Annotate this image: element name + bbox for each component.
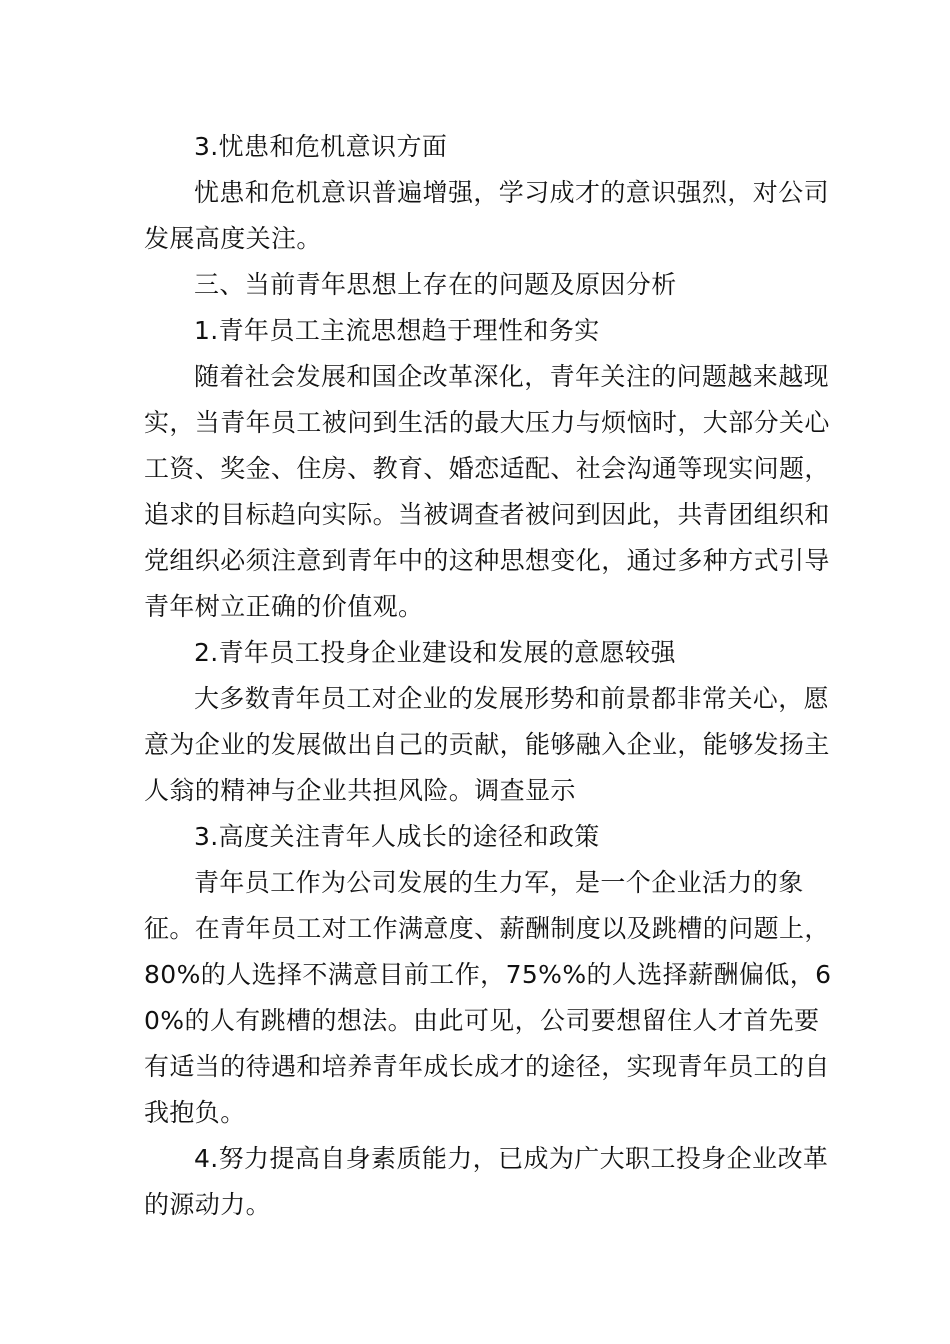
section-heading-anxiety-awareness: 3.忧患和危机意识方面 [194,132,448,161]
subheading-willingness-to-contribute: 2.青年员工投身企业建设和发展的意愿较强 [194,638,676,667]
paragraph-growth-paths: 青年员工作为公司发展的生力军，是一个企业活力的象征。在青年员工对工作满意度、薪酬制度以及跳槽的问题上，80%的人选择不满意目前工作，75%%的人选择薪酬偏低，60%的人有跳槽的想法。由此可见，公司要想留住人才首先要有适当的待遇和培养青年成长成才的途径，实现青年员工的自我抱负。 [144,868,832,1127]
paragraph-self-improvement: 4.努力提高自身素质能力，已成为广大职工投身企业改革的源动力。 [144,1144,829,1219]
document-body [144,124,834,1228]
paragraph-rational-practical: 随着社会发展和国企改革深化，青年关注的问题越来越现实，当青年员工被问到生活的最大压力与烦恼时，大部分关心工资、奖金、住房、教育、婚恋适配、社会沟通等现实问题，追求的目标趋向实际。当被调查者被问到因此，共青团组织和党组织必须注意到青年中的这种思想变化，通过多种方式引导青年树立正确的价值观。 [144,362,830,621]
paragraph-anxiety-awareness: 忧患和危机意识普遍增强，学习成才的意识强烈，对公司发展高度关注。 [144,178,830,253]
section-heading-problems-analysis: 三、当前青年思想上存在的问题及原因分析 [194,270,677,299]
paragraph-willingness-to-contribute: 大多数青年员工对企业的发展形势和前景都非常关心，愿意为企业的发展做出自己的贡献，能够融入企业，能够发扬主人翁的精神与企业共担风险。调查显示 [144,684,830,805]
subheading-growth-paths: 3.高度关注青年人成长的途径和政策 [194,822,600,851]
subheading-rational-practical: 1.青年员工主流思想趋于理性和务实 [194,316,600,345]
